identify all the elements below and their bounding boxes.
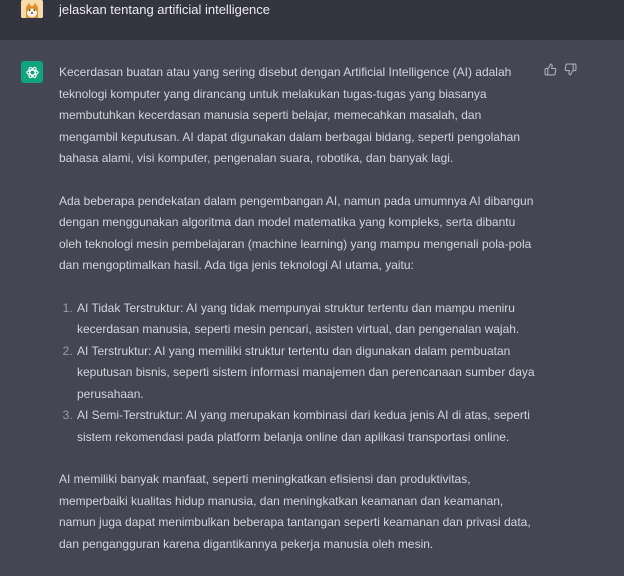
assistant-paragraph: AI memiliki banyak manfaat, seperti meningkatkan efisiensi dan produktivitas, memperbaiki kualitas hidup manusia, dan meningkatkan keamanan dan keamanan, namun juga dapat menimbulkan beberapa tantangan seperti keamanan dan privasi data, dan pengangguran karena digantikannya pekerja manusia oleh mesin. xyxy=(59,472,531,551)
user-message-row xyxy=(0,0,624,40)
shiba-dog-avatar-icon xyxy=(21,0,43,18)
user-message-text: jelaskan tentang artificial intelligence xyxy=(59,2,271,17)
assistant-paragraph: Kecerdasan buatan atau yang sering disebut dengan Artificial Intelligence (AI) adalah teknologi komputer yang dirancang untuk melakukan tugas-tugas yang biasanya membutuhkan kecerdasan manusia seperti belajar, memecahkan masalah, dan mengambil keputusan. AI dapat digunakan dalam berbagai bidang, seperti pengolahan bahasa alami, visi komputer, pengenalan suara, robotika, dan banyak lagi. xyxy=(59,65,521,165)
thumbs-up-icon xyxy=(544,63,557,76)
like-button[interactable] xyxy=(543,62,557,76)
dislike-button[interactable] xyxy=(563,62,577,76)
assistant-avatar xyxy=(21,61,43,83)
ai-types-list xyxy=(59,298,539,449)
assistant-paragraph: Ada beberapa pendekatan dalam pengembangan AI, namun pada umumnya AI dibangun dengan menggunakan algoritma dan model matematika yang kompleks, serta dibantu oleh teknologi mesin pembelajaran (machine learning) yang mampu mengenali pola-pola dan mengoptimalkan hasil. Ada tiga jenis teknologi AI utama, yaitu: xyxy=(59,193,534,272)
user-avatar xyxy=(21,0,43,18)
thumbs-down-icon xyxy=(564,63,577,76)
assistant-message-content xyxy=(59,62,539,576)
list-item: 2. AI Terstruktur: AI yang memiliki struktur tertentu dan digunakan dalam pembuatan keputusan bisnis, seperti sistem informasi manajemen dan perencanaan sumber daya perusahaan. xyxy=(76,341,539,406)
openai-logo-icon xyxy=(25,65,40,80)
list-item: 1. AI Tidak Terstruktur: AI yang tidak mempunyai struktur tertentu dan mampu meniru kecerdasan manusia, seperti mesin pencari, asisten virtual, dan pengenalan wajah. xyxy=(76,298,539,341)
list-item: 3. AI Semi-Terstruktur: AI yang merupakan kombinasi dari kedua jenis AI di atas, seperti sistem rekomendasi pada platform belanja online dan aplikasi transportasi online. xyxy=(76,405,539,448)
assistant-message-row xyxy=(0,40,624,551)
